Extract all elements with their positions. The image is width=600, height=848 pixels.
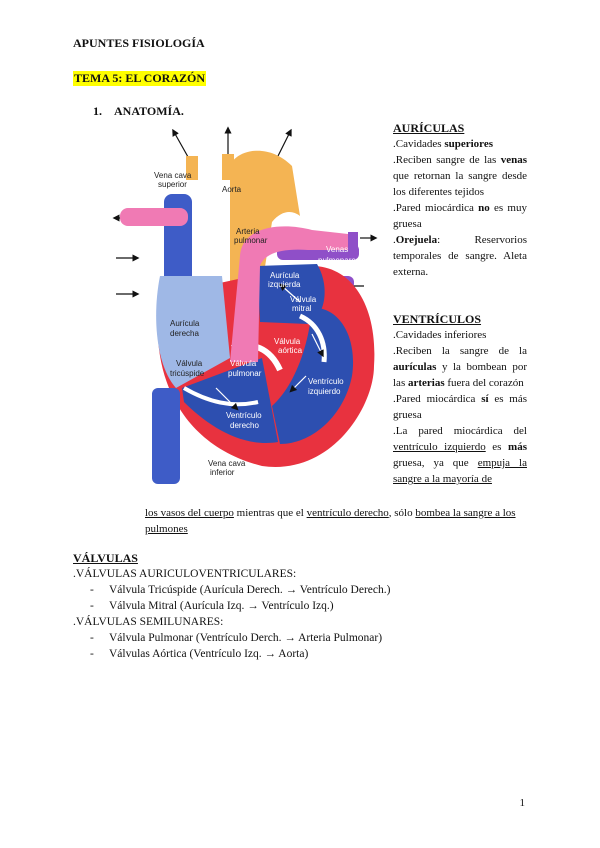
- list-item: - Válvula Pulmonar (Ventrículo Derch. → Arteria Pulmonar): [90, 632, 383, 644]
- auriculas-block: [393, 120, 527, 280]
- av-heading: .VÁLVULAS AURICULOVENTRICULARES:: [73, 568, 297, 580]
- svg-text:Ventrículo: Ventrículo: [308, 377, 344, 386]
- svg-text:Aurícula: Aurícula: [170, 319, 200, 328]
- list-item: - Válvula Tricúspide (Aurícula Derech. → Ventrículo Derech.): [90, 584, 391, 596]
- section-heading: [93, 104, 184, 119]
- svg-text:tricúspide: tricúspide: [170, 369, 205, 378]
- svg-text:Válvula: Válvula: [176, 359, 203, 368]
- svg-text:Válvula: Válvula: [274, 337, 301, 346]
- topic-title: TEMA 5: EL CORAZÓN: [74, 71, 206, 85]
- valvulas-title: VÁLVULAS: [73, 551, 138, 565]
- auriculas-line-3: .Pared miocárdica no es muy gruesa: [393, 202, 527, 230]
- svg-text:Vena cava: Vena cava: [208, 459, 246, 468]
- heart-anatomy-figure: [112, 126, 380, 488]
- svg-text:Aurícula: Aurícula: [270, 271, 300, 280]
- section-title: ANATOMÍA.: [114, 104, 184, 118]
- svg-text:mitral: mitral: [292, 304, 312, 313]
- section-number: 1.: [93, 104, 102, 118]
- svg-text:superior: superior: [158, 180, 187, 189]
- page-number: 1: [519, 797, 525, 809]
- svg-text:Válvula: Válvula: [230, 359, 257, 368]
- ventriculos-continuation: los vasos del cuerpo mientras que el ventrículo derecho, sólo bombea la sangre a los pulmones: [145, 507, 516, 535]
- svg-text:izquierda: izquierda: [268, 280, 301, 289]
- inferior-vena-cava: [152, 388, 180, 484]
- svg-text:Válvula: Válvula: [290, 295, 317, 304]
- auriculas-line-1: .Cavidades superiores: [393, 138, 494, 150]
- auriculas-line-4: .Orejuela: Reservorios temporales de sangre. Aleta externa.: [393, 234, 527, 278]
- ventriculos-line-2: .Reciben la sangre de la aurículas y la bombean por las arterias fuera del corazón: [393, 345, 527, 389]
- auriculas-title: AURÍCULAS: [393, 121, 465, 135]
- ventriculos-line-4: .La pared miocárdica del ventrículo izquierdo es más gruesa, ya que empuja la sangre a la mayoría de: [393, 425, 527, 485]
- sl-heading: .VÁLVULAS SEMILUNARES:: [73, 616, 224, 628]
- valvulas-section: [73, 550, 390, 662]
- svg-text:derecho: derecho: [230, 421, 259, 430]
- svg-text:pulmonares: pulmonares: [318, 256, 360, 265]
- svg-text:pulmonar: pulmonar: [228, 369, 262, 378]
- svg-text:Ventrículo: Ventrículo: [226, 411, 262, 420]
- list-item: - Válvula Mitral (Aurícula Izq. → Ventrículo Izq.): [90, 600, 334, 612]
- svg-text:inferior: inferior: [210, 468, 235, 477]
- auriculas-line-2: .Reciben sangre de las venas que retornan la sangre desde los diferentes tejidos: [393, 154, 527, 198]
- svg-text:Arteria: Arteria: [236, 227, 260, 236]
- svg-text:derecha: derecha: [170, 329, 199, 338]
- ventriculos-line-3: .Pared miocárdica sí es más gruesa: [393, 393, 527, 421]
- svg-text:Vena cava: Vena cava: [154, 171, 192, 180]
- svg-text:Aorta: Aorta: [222, 185, 242, 194]
- ventriculos-block: [393, 311, 527, 487]
- svg-text:izquierdo: izquierdo: [308, 387, 341, 396]
- svg-text:aórtica: aórtica: [278, 346, 303, 355]
- svg-text:pulmonar: pulmonar: [234, 236, 268, 245]
- svg-text:Venas: Venas: [326, 245, 349, 254]
- list-item: - Válvulas Aórtica (Ventrículo Izq. → Aorta): [90, 648, 309, 660]
- ventriculos-line-1: .Cavidades inferiores: [393, 329, 487, 341]
- document-header: APUNTES FISIOLOGÍA: [73, 36, 205, 50]
- ventriculos-title: VENTRÍCULOS: [393, 312, 482, 326]
